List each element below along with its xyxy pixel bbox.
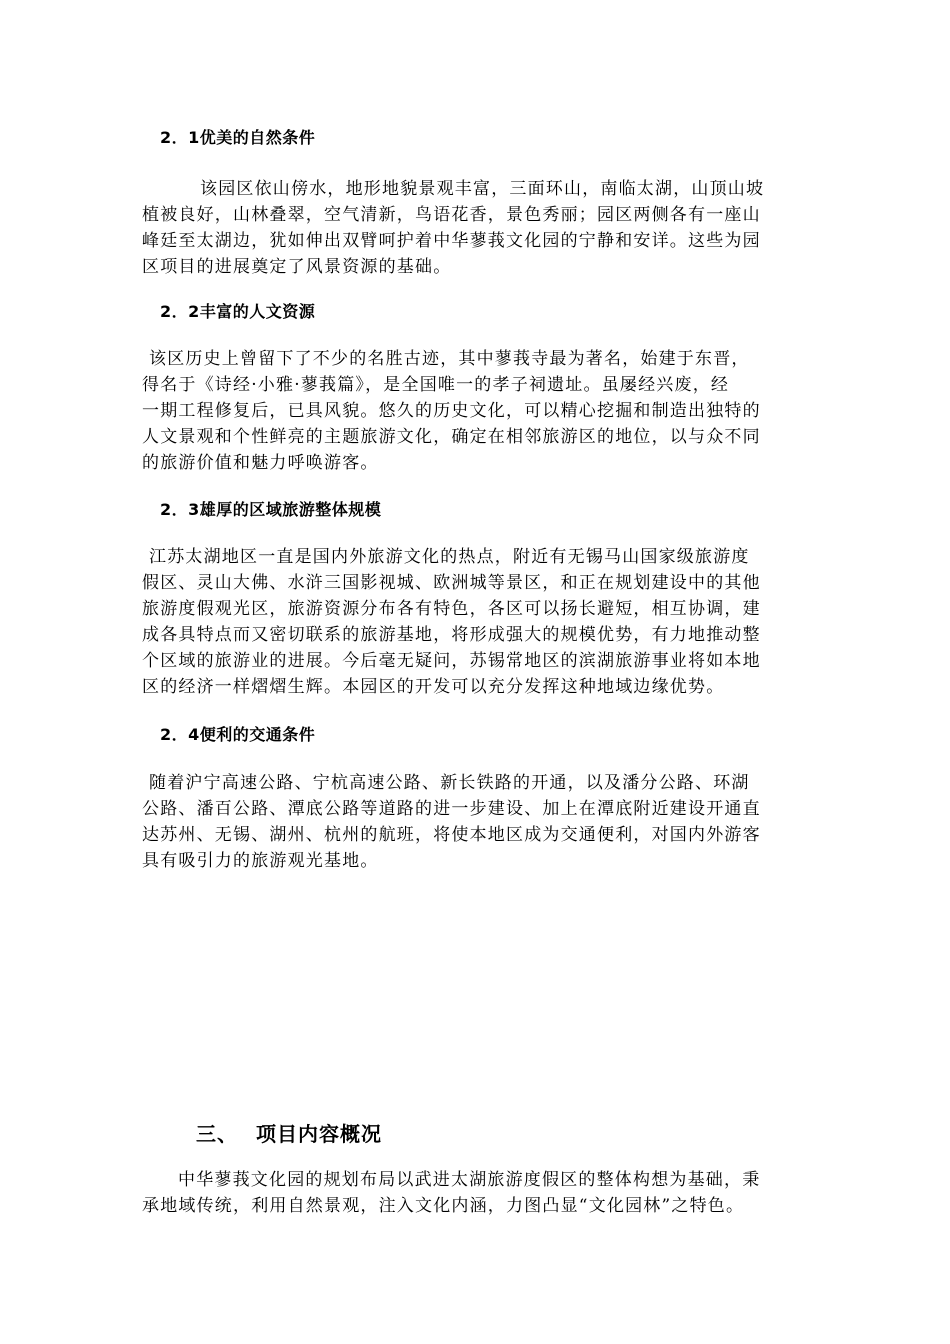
paragraph-line: 随着沪宁高速公路、宁杭高速公路、新长铁路的开通，以及潘分公路、环湖 bbox=[149, 773, 750, 793]
chapter-number: 三、 bbox=[196, 1122, 238, 1146]
section-heading-transportation: 2．4便利的交通条件 bbox=[160, 725, 316, 744]
section-paragraph-regional-tourism-scale bbox=[142, 544, 808, 700]
section-paragraph-cultural-resources bbox=[142, 346, 808, 476]
paragraph-line: 达苏州、无锡、湖州、杭州的航班，将使本地区成为交通便利，对国内外游客 bbox=[142, 825, 761, 845]
chapter-intro-paragraph bbox=[142, 1167, 808, 1219]
paragraph-line: 的旅游价值和魅力呼唤游客。 bbox=[142, 453, 379, 473]
paragraph-line: 具有吸引力的旅游观光基地。 bbox=[142, 851, 379, 871]
paragraph-line: 公路、潘百公路、潭底公路等道路的进一步建设、加上在潭底附近建设开通直 bbox=[142, 799, 761, 819]
paragraph-line: 得名于《诗经·小雅·蓼莪篇》，是全国唯一的孝子祠遗址。虽屡经兴废，经 bbox=[142, 375, 730, 395]
chapter-title-text: 项目内容概况 bbox=[256, 1122, 382, 1146]
paragraph-line: 植被良好，山林叠翠，空气清新，鸟语花香，景色秀丽；园区两侧各有一座山 bbox=[142, 205, 761, 225]
paragraph-line: 成各具特点而又密切联系的旅游基地，将形成强大的规模优势，有力地推动整 bbox=[142, 625, 761, 645]
paragraph-line: 承地域传统，利用自然景观，注入文化内涵，力图凸显“文化园林”之特色。 bbox=[142, 1196, 745, 1216]
paragraph-line: 中华蓼莪文化园的规划布局以武进太湖旅游度假区的整体构想为基础，秉 bbox=[178, 1170, 761, 1190]
paragraph-line: 江苏太湖地区一直是国内外旅游文化的热点，附近有无锡马山国家级旅游度 bbox=[149, 547, 750, 567]
paragraph-line: 一期工程修复后，已具风貌。悠久的历史文化，可以精心挖掘和制造出独特的 bbox=[142, 401, 761, 421]
paragraph-line: 该区历史上曾留下了不少的名胜古迹，其中蓼莪寺最为著名，始建于东晋， bbox=[149, 349, 750, 369]
section-paragraph-transportation bbox=[142, 770, 808, 874]
paragraph-line: 人文景观和个性鲜亮的主题旅游文化，确定在相邻旅游区的地位，以与众不同 bbox=[142, 427, 761, 447]
paragraph-line: 区的经济一样熠熠生辉。本园区的开发可以充分发挥这种地域边缘优势。 bbox=[142, 677, 725, 697]
paragraph-line: 假区、灵山大佛、水浒三国影视城、欧洲城等景区，和正在规划建设中的其他 bbox=[142, 573, 761, 593]
section-heading-natural-conditions: 2．1优美的自然条件 bbox=[160, 128, 316, 147]
section-heading-cultural-resources: 2．2丰富的人文资源 bbox=[160, 302, 316, 321]
section-heading-regional-tourism-scale: 2．3雄厚的区域旅游整体规模 bbox=[160, 500, 382, 519]
paragraph-line: 个区域的旅游业的进展。今后毫无疑问，苏锡常地区的滨湖旅游事业将如本地 bbox=[142, 651, 761, 671]
paragraph-line: 旅游度假观光区，旅游资源分布各有特色，各区可以扬长避短，相互协调，建 bbox=[142, 599, 761, 619]
chapter-heading bbox=[196, 1120, 382, 1148]
paragraph-line: 该园区依山傍水，地形地貌景观丰富，三面环山，南临太湖，山顶山坡 bbox=[200, 179, 765, 199]
section-paragraph-natural-conditions bbox=[142, 176, 808, 280]
paragraph-line: 区项目的进展奠定了风景资源的基础。 bbox=[142, 257, 452, 277]
paragraph-line: 峰廷至太湖边，犹如伸出双臂呵护着中华蓼莪文化园的宁静和安详。这些为园 bbox=[142, 231, 761, 251]
